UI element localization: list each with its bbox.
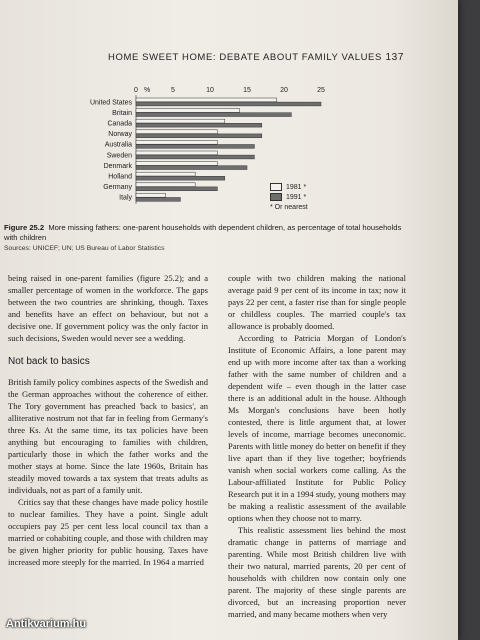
x-tick-label-20: 20 xyxy=(280,87,288,94)
section-heading: Not back to basics xyxy=(8,356,90,367)
bar-1981 xyxy=(136,119,225,123)
legend-item-1991 xyxy=(270,192,308,202)
bar-1981 xyxy=(136,162,217,166)
chart-svg xyxy=(0,82,400,217)
legend-swatch-1991 xyxy=(270,193,282,201)
left-paragraph-1: being raised in one-parent families (figure 25.2); and a smaller percentage of women in the workforce. The gaps between the two countries are shrinking, though. Taxes and benefits have an effect on behaviour, but not a decisive one. If government policy was the only factor in such decisions, Sweden would never see a wedding. xyxy=(8,273,208,343)
bar-1991 xyxy=(136,102,321,106)
x-tick-label-0: 0 xyxy=(134,87,138,94)
left-paragraph-3: Critics say that these changes have made policy hostile to nuclear families. They have a point. Single adult occupiers pay 25 per cent less local council tax than a married or cohabiting couple, and those with children may be given higher priority for public housing. Taxes have increased more steeply for the married. In 1964 a married xyxy=(8,497,208,567)
bar-1981 xyxy=(136,130,217,134)
bar-1991 xyxy=(136,145,254,149)
legend-item-1981 xyxy=(270,182,308,192)
bar-1991 xyxy=(136,166,247,170)
bar-1991 xyxy=(136,134,262,138)
bar-1991 xyxy=(136,198,180,202)
bar-1991 xyxy=(136,155,254,159)
x-tick-label-15: 15 xyxy=(243,87,251,94)
legend-label-1981: 1981 * xyxy=(286,183,307,191)
category-label: Britain xyxy=(112,109,132,117)
category-label: Norway xyxy=(108,131,132,139)
category-label: United States xyxy=(89,99,132,107)
right-paragraph-2: According to Patricia Morgan of London's Institute of Economic Affairs, a lone parent may end up with more income after tax than a working father with the same number of children and a dependent wife – even though in the latter case there is an additional adult in the house. Although Ms Morgan's conclusions have been hotly contested, there is little argument that, at lower levels of income, marriage becomes uneconomic. Parents with little money do better on benefit if they live apart than if they live together; boyfriends vanish when social workers come calling. As the Labour-affiliated Institute for Public Policy Research put it in a 1994 study, young mothers may be making a realistic assessment of the available options when they choose not to marry. xyxy=(228,333,406,523)
bar-1981 xyxy=(136,98,277,102)
bar-1981 xyxy=(136,172,195,176)
running-title: HOME SWEET HOME: DEBATE ABOUT FAMILY VALUES xyxy=(108,52,382,63)
right-paragraph-3: This realistic assessment lies behind the most dramatic change in patterns of marriage and parenting. While most British children live with their two natural, married parents, 20 per cent of households with children now contain only one parent. The majority of these single parents are divorced, but an increasing proportion never married, and many became mothers when very xyxy=(228,525,406,619)
x-unit-label: % xyxy=(144,87,151,94)
figure-caption-text: More missing fathers: one-parent households with dependent children, as percentage of total households with children xyxy=(4,223,402,242)
legend-label-1991: 1991 * xyxy=(286,193,307,201)
legend-note: * Or nearest xyxy=(270,203,308,211)
bar-1991 xyxy=(136,123,262,127)
right-column xyxy=(228,272,406,620)
category-label: Australia xyxy=(104,141,132,149)
category-label: Germany xyxy=(103,184,132,192)
figure-caption xyxy=(4,223,404,243)
figure-label: Figure 25.2 xyxy=(4,223,45,232)
x-tick-label-5: 5 xyxy=(171,87,175,94)
right-paragraph-1: couple with two children making the national average paid 9 per cent of its income in tax; now it pays 22 per cent, a faster rise than for single people or childless couples. The married couple's tax allowance is probably doomed. xyxy=(228,273,406,331)
left-column xyxy=(8,272,208,568)
watermark: Antikvarium.hu xyxy=(6,618,87,630)
x-tick-label-25: 25 xyxy=(317,87,325,94)
category-label: Denmark xyxy=(103,162,132,170)
chart-legend xyxy=(270,182,308,212)
page-number: 137 xyxy=(385,52,404,63)
bar-1981 xyxy=(136,140,217,144)
category-label: Holland xyxy=(108,173,132,181)
figure-source: Sources: UNICEF; UN; US Bureau of Labor Statistics xyxy=(4,245,165,252)
left-paragraph-2: British family policy combines aspects of the Swedish and the German approaches without the coherence of either. The Tory government has preached 'back to basics', an alliterative nostrum not that far in feeling from Germany's three Ks. At the same time, its tax policies have been anything but encouraging to families with children, particularly those in which the father works and the mother stays at home. Since the late 1960s, Britain has steadily moved towards a tax system that treats adults as individuals, not as part of a family unit. xyxy=(8,377,208,495)
category-label: Italy xyxy=(119,194,132,202)
bar-1981 xyxy=(136,183,195,187)
category-label: Sweden xyxy=(106,152,132,160)
category-label: Canada xyxy=(107,120,132,128)
bar-1991 xyxy=(136,176,225,180)
legend-swatch-1981 xyxy=(270,183,282,191)
running-header xyxy=(108,52,404,63)
bar-1981 xyxy=(136,193,166,197)
x-tick-label-10: 10 xyxy=(206,87,214,94)
bar-1991 xyxy=(136,187,217,191)
bar-1991 xyxy=(136,113,291,117)
bar-chart xyxy=(0,82,400,217)
bar-1981 xyxy=(136,151,217,155)
bar-1981 xyxy=(136,109,240,113)
